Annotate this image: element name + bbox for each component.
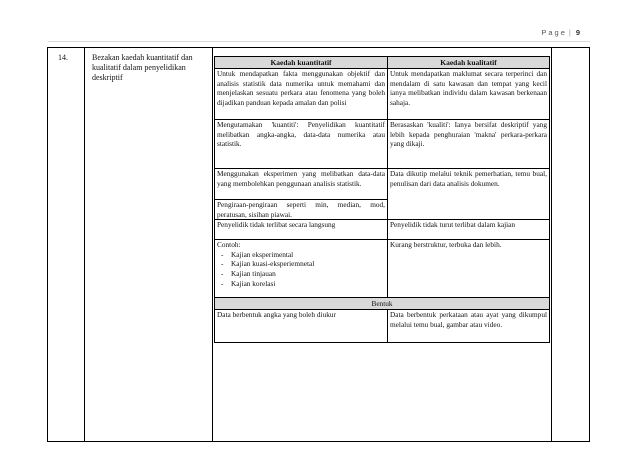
qual-cell: Data berbentuk perkataan atau ayat yang dikumpul melalui temu bual, gambar atau video. <box>388 310 550 343</box>
page-number: 9 <box>575 28 580 37</box>
header-qualitative: Kaedah kualitatif <box>388 57 550 69</box>
quant-cell: Penyelidik tidak terlibat secara langsung <box>215 220 388 240</box>
quant-cell: Menggunakan eksperimen yang melibatkan data-data yang membolehkan penggunaan analisis statistik. <box>215 169 388 200</box>
quant-cell: Mengutamakan 'kuantiti': Penyelidikan kuantitatif melibatkan angka-angka, data-data numerika atau statistik. <box>215 120 388 169</box>
qual-cell: Untuk mendapatkan maklumat secara terperinci dan mendalam di satu kawasan dan tempat yang kecil ianya melibatkan individu dalam kawasan berkenaan sahaja. <box>388 69 550 120</box>
question-table <box>47 47 590 442</box>
table-row <box>215 310 550 343</box>
header-rule <box>48 41 590 42</box>
table-row <box>215 169 550 200</box>
qual-cell: Data dikutip melalui teknik pemerhatian, temu bual, penulisan dari data analisis dokumen. <box>388 169 550 220</box>
column-divider-1 <box>84 48 85 441</box>
list-item: - Kajian tinjauan <box>217 269 385 279</box>
quant-cell: Untuk mendapatkan fakta menggunakan objektif dan analisis statistik data numerika untuk memahami dan menjelaskan sesuatu perkara atau fenomena yang boleh dijadikan panduan kepada amalan dan polisi <box>215 69 388 120</box>
section-row <box>215 298 550 310</box>
quant-cell: Pengiraan-pengiraan seperti min, median, mod, peratusan, sisihan piawai. <box>215 200 388 220</box>
table-row <box>215 120 550 169</box>
qual-cell: Berasaskan 'kualiti': Ianya bersifat deskriptif yang lebih kepada penghuraian 'makna' perkara-perkara yang dikaji. <box>388 120 550 169</box>
question-text: Bezakan kaedah kuantitatif dan kualitatif dalam penyelidikan deskriptif <box>92 53 193 82</box>
quant-cell <box>215 240 388 298</box>
list-item: - Kajian kuasi-eksperiemnetal <box>217 259 385 269</box>
table-row <box>215 240 550 298</box>
question-number: 14. <box>58 53 68 62</box>
example-title: Contoh: <box>217 240 241 250</box>
header-row <box>215 57 550 69</box>
column-divider-3 <box>551 48 552 441</box>
page-word: Page <box>541 28 567 37</box>
column-divider-2 <box>212 48 213 441</box>
page-header <box>541 28 580 37</box>
example-list <box>217 250 385 288</box>
page-separator: | <box>568 28 573 37</box>
qual-cell: Penyelidik tidak turut terlibat dalam kajian <box>388 220 550 240</box>
list-item: - Kajian eksperimental <box>217 250 385 260</box>
quant-cell: Data berbentuk angka yang boleh diukur <box>215 310 388 343</box>
comparison-table <box>214 56 550 343</box>
qual-cell: Kurang berstruktur, terbuka dan lebih. <box>388 240 550 298</box>
table-row <box>215 69 550 120</box>
list-item: - Kajian korelasi <box>217 279 385 289</box>
table-row <box>215 220 550 240</box>
header-quantitative: Kaedah kuantitatif <box>215 57 388 69</box>
section-label-bentuk: Bentuk <box>215 298 550 310</box>
